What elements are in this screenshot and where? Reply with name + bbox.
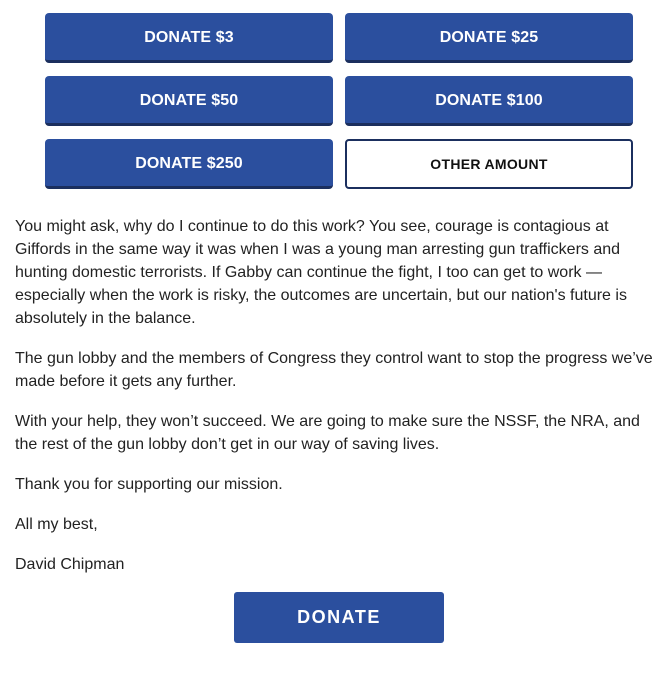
letter-signoff: All my best, <box>15 516 98 533</box>
donate-3-button[interactable]: DONATE $3 <box>45 13 333 63</box>
letter-body <box>15 215 660 593</box>
donate-100-button[interactable]: DONATE $100 <box>345 76 633 126</box>
donation-amount-grid <box>45 13 633 189</box>
letter-paragraph: With your help, they won’t succeed. We are going to make sure the NSSF, the NRA, and the rest of the gun lobby don’t get in our way of saving lives. <box>15 413 640 453</box>
letter-signature-name: David Chipman <box>15 556 125 573</box>
donate-25-button[interactable]: DONATE $25 <box>345 13 633 63</box>
other-amount-button[interactable]: OTHER AMOUNT <box>345 139 633 189</box>
donate-250-button[interactable]: DONATE $250 <box>45 139 333 189</box>
letter-paragraph: Thank you for supporting our mission. <box>15 476 283 493</box>
letter-paragraph: The gun lobby and the members of Congress they control want to stop the progress we’ve made before it gets any further. <box>15 350 653 390</box>
letter-paragraph: You might ask, why do I continue to do this work? You see, courage is contagious at Giffords in the same way it was when I was a young man arresting gun traffickers and hunting domestic terrorists. If Gabby can continue the fight, I too can get to work — especially when the work is risky, the outcomes are uncertain, but our nation's future is absolutely in the balance. <box>15 218 627 327</box>
donate-50-button[interactable]: DONATE $50 <box>45 76 333 126</box>
donate-button[interactable]: DONATE <box>234 592 444 643</box>
